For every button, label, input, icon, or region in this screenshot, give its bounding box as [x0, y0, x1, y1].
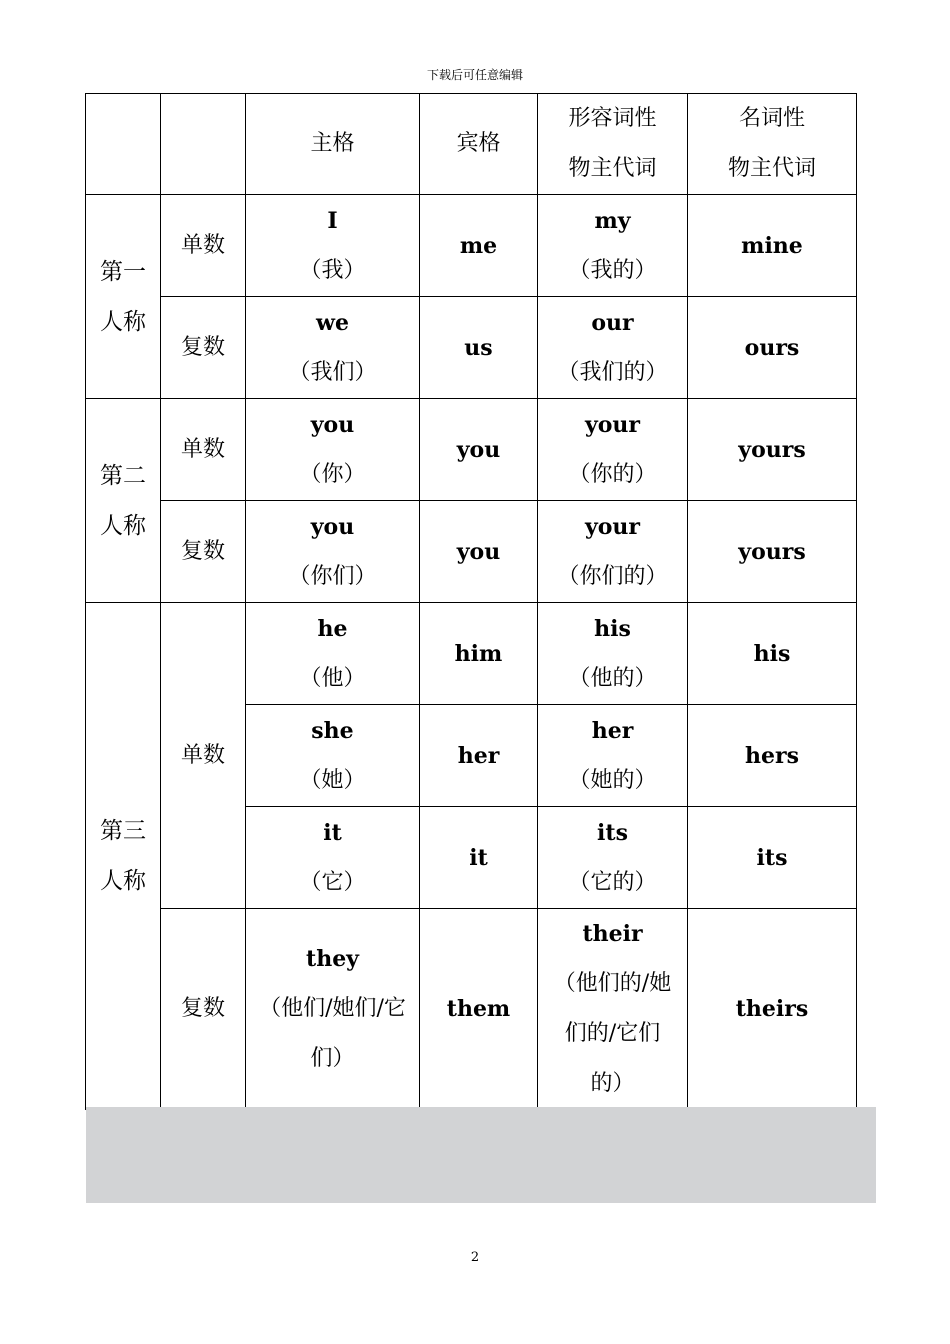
subject-cell	[246, 603, 420, 705]
noun-cell	[688, 195, 857, 297]
number-label: 复数	[161, 909, 246, 1110]
adj-cn: （我的）	[568, 257, 657, 283]
adj-en: my	[594, 207, 631, 234]
subject-cn: （你们）	[288, 563, 377, 589]
subject-cell	[246, 399, 420, 501]
adj-cn: （他的）	[568, 665, 657, 691]
adj-en: her	[591, 717, 634, 744]
adj-cn: （你们的）	[557, 563, 668, 589]
pronoun-table	[85, 93, 857, 1110]
header-noun-line-1: 名词性	[738, 106, 805, 131]
adj-en: our	[591, 309, 634, 336]
object-en: me	[459, 232, 498, 259]
adj-en: their	[582, 921, 643, 947]
page-header: 下载后可任意编辑	[426, 68, 523, 82]
noun-cell	[688, 297, 857, 399]
noun-en: theirs	[735, 996, 809, 1022]
gray-block	[86, 1107, 876, 1203]
page-number: 2	[470, 1250, 480, 1265]
noun-en: its	[756, 844, 788, 871]
adj-cell	[538, 603, 688, 705]
object-en: you	[456, 436, 501, 463]
adj-cell	[538, 399, 688, 501]
adj-en: its	[597, 819, 628, 846]
noun-en: hers	[745, 742, 799, 769]
header-noun-line-2: 物主代词	[727, 156, 816, 181]
header-subject: 主格	[246, 94, 420, 195]
subject-en: we	[316, 309, 349, 336]
table-row	[86, 195, 857, 297]
subject-en: it	[323, 819, 342, 846]
subject-cn: （他）	[299, 665, 366, 691]
table-row	[86, 297, 857, 399]
adj-cell	[538, 501, 688, 603]
table-row	[86, 603, 857, 705]
header-noun-possessive	[688, 94, 857, 195]
adj-cell	[538, 195, 688, 297]
noun-cell	[688, 399, 857, 501]
object-cell	[420, 195, 538, 297]
header-adj-line-2: 物主代词	[568, 156, 657, 181]
subject-cn: （我们）	[288, 359, 377, 385]
number-label: 单数	[161, 195, 246, 297]
subject-en: she	[311, 717, 354, 744]
subject-en: they	[306, 946, 359, 972]
noun-en: his	[753, 640, 791, 667]
adj-cell	[538, 807, 688, 909]
adj-en: your	[584, 411, 641, 438]
person-label-line-1: 第一	[100, 258, 146, 285]
header-adj-line-1: 形容词性	[568, 106, 657, 131]
table-header-row	[86, 94, 857, 195]
adj-en: his	[594, 615, 631, 642]
table-row	[86, 909, 857, 1110]
noun-en: yours	[738, 436, 806, 463]
adj-cn-line-1: （他们的/她	[553, 971, 672, 996]
object-en: it	[469, 844, 488, 871]
object-cell	[420, 297, 538, 399]
header-empty-cell	[86, 94, 161, 195]
subject-cell	[246, 501, 420, 603]
person-label-line-2: 人称	[100, 512, 146, 539]
noun-en: yours	[738, 538, 806, 565]
object-en: you	[456, 538, 501, 565]
person-label-line-2: 人称	[100, 308, 146, 335]
adj-cell	[538, 909, 688, 1110]
person-label-line-1: 第三	[100, 818, 146, 844]
subject-cell	[246, 705, 420, 807]
noun-cell	[688, 705, 857, 807]
subject-cell	[246, 297, 420, 399]
subject-en: I	[327, 207, 338, 234]
object-cell	[420, 705, 538, 807]
adj-cn: （她的）	[568, 767, 657, 793]
subject-cell	[246, 909, 420, 1110]
noun-en: mine	[741, 232, 803, 259]
header-object: 宾格	[420, 94, 538, 195]
subject-en: you	[310, 411, 355, 438]
subject-cn-line-1: （他们/她们/它	[259, 996, 406, 1021]
object-en: him	[454, 640, 503, 667]
object-en: us	[464, 334, 493, 361]
person-label-first	[86, 195, 161, 399]
adj-cell	[538, 297, 688, 399]
object-cell	[420, 603, 538, 705]
subject-en: you	[310, 513, 355, 540]
object-cell	[420, 501, 538, 603]
header-empty-cell	[161, 94, 246, 195]
number-label: 单数	[161, 399, 246, 501]
object-cell	[420, 399, 538, 501]
noun-en: ours	[744, 334, 800, 361]
subject-cn: （它）	[299, 869, 366, 895]
subject-cn: （我）	[299, 257, 366, 283]
table-row	[86, 501, 857, 603]
number-label: 单数	[161, 603, 246, 909]
adj-cell	[538, 705, 688, 807]
person-label-line-1: 第二	[100, 462, 146, 489]
number-label: 复数	[161, 501, 246, 603]
adj-cn-line-3: 的）	[590, 1071, 635, 1096]
person-label-second	[86, 399, 161, 603]
person-label-line-2: 人称	[100, 868, 146, 894]
object-cell	[420, 807, 538, 909]
object-en: them	[446, 996, 511, 1022]
subject-cell	[246, 195, 420, 297]
subject-cn: （你）	[299, 461, 366, 487]
adj-cn-line-2: 们的/它们	[564, 1021, 661, 1046]
subject-en: he	[317, 615, 348, 642]
noun-cell	[688, 501, 857, 603]
table-row	[86, 399, 857, 501]
subject-cn-line-2: 们）	[310, 1046, 355, 1071]
noun-cell	[688, 603, 857, 705]
subject-cn: （她）	[299, 767, 366, 793]
person-label-third	[86, 603, 161, 1110]
object-en: her	[457, 742, 500, 769]
noun-cell	[688, 807, 857, 909]
adj-cn: （它的）	[568, 869, 657, 895]
noun-cell	[688, 909, 857, 1110]
object-cell	[420, 909, 538, 1110]
number-label: 复数	[161, 297, 246, 399]
adj-cn: （你的）	[568, 461, 657, 487]
header-adj-possessive	[538, 94, 688, 195]
adj-en: your	[584, 513, 641, 540]
adj-cn: （我们的）	[557, 359, 668, 385]
subject-cell	[246, 807, 420, 909]
